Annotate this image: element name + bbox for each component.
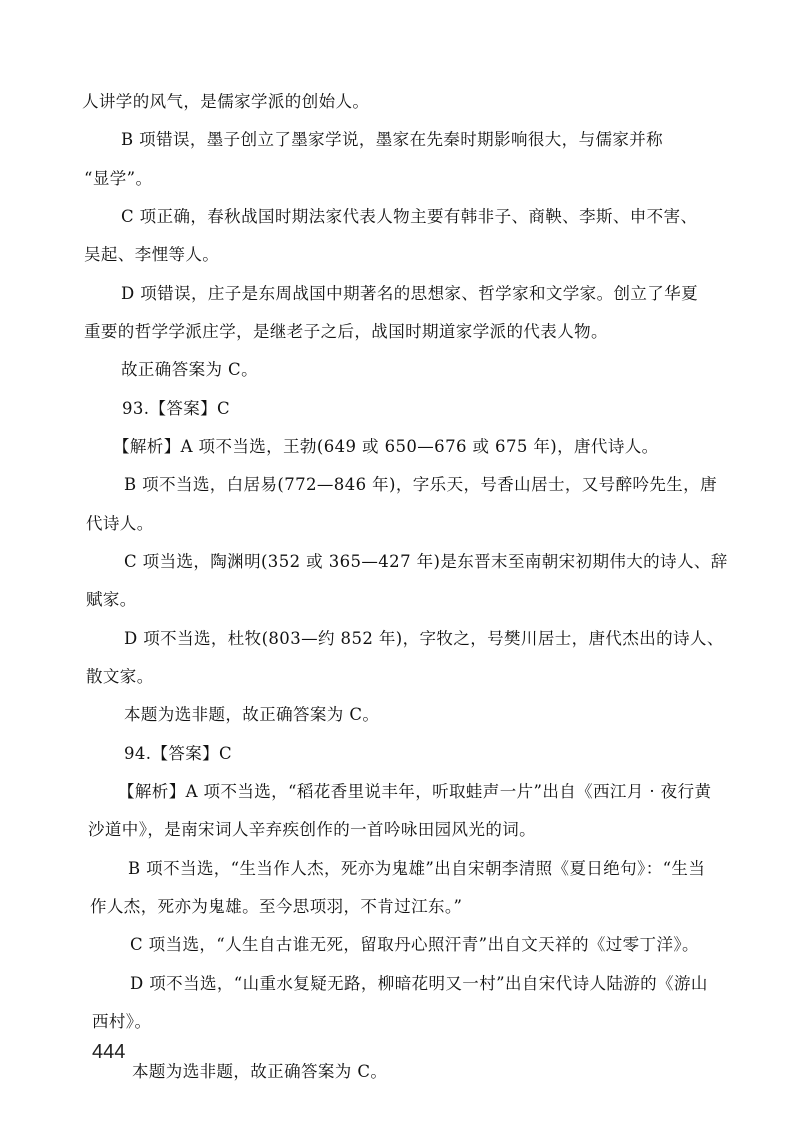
- text-line: 代诗人。: [86, 514, 154, 533]
- text-line: 重要的哲学学派庄学，是继老子之后，战国时期道家学派的代表人物。: [84, 322, 608, 341]
- text-line: 【解析】A 项不当选，“稻花香里说丰年，听取蛙声一片”出自《西江月 · 夜行黄: [118, 782, 712, 801]
- text-line: 【解析】A 项不当选，王勃(649 或 650—676 或 675 年)，唐代诗人。: [113, 437, 659, 456]
- text-line: 赋家。: [86, 590, 137, 609]
- text-line: 故正确答案为 C。: [121, 360, 258, 379]
- text-line: D 项不当选，“山重水复疑无路，柳暗花明又一村”出自宋代诗人陆游的《游山: [130, 974, 708, 993]
- text-line: 人讲学的风气，是儒家学派的创始人。: [82, 92, 370, 111]
- text-line: 本题为选非题，故正确答案为 C。: [124, 705, 380, 724]
- text-line: C 项当选，陶渊明(352 或 365—427 年)是东晋末至南朝宋初期伟大的诗人、辞: [124, 552, 728, 571]
- text-line: “显学”。: [84, 169, 153, 188]
- answer-heading-94: 94.【答案】C: [124, 744, 233, 763]
- text-line: 作人杰，死亦为鬼雄。至今思项羽，不肯过江东。”: [90, 897, 463, 916]
- text-line: 吴起、李悝等人。: [84, 245, 220, 264]
- text-line: B 项不当选，“生当作人杰，死亦为鬼雄”出自宋朝李清照《夏日绝句》：“生当: [128, 859, 706, 878]
- text-line: B 项错误，墨子创立了墨家学说，墨家在先秦时期影响很大，与儒家并称: [121, 130, 664, 149]
- text-line: 西村》。: [92, 1012, 152, 1031]
- text-line: C 项正确，春秋战国时期法家代表人物主要有韩非子、商鞅、李斯、申不害、: [121, 207, 698, 226]
- text-line: C 项当选，“人生自古谁无死，留取丹心照汗青”出自文天祥的《过零丁洋》。: [130, 935, 699, 954]
- text-line: D 项错误，庄子是东周战国中期著名的思想家、哲学家和文学家。创立了华夏: [121, 284, 698, 303]
- page-number: 444: [92, 1041, 126, 1063]
- text-line: 本题为选非题，故正确答案为 C。: [132, 1062, 388, 1081]
- text-line: B 项不当选，白居易(772—846 年)，字乐天，号香山居士，又号醉吟先生，唐: [124, 475, 717, 494]
- text-line: 散文家。: [86, 667, 154, 686]
- text-line: D 项不当选，杜牧(803—约 852 年)，字牧之，号樊川居士，唐代杰出的诗人、: [124, 629, 724, 648]
- answer-heading-93: 93.【答案】C: [122, 399, 231, 418]
- text-line: 沙道中》，是南宋词人辛弃疾创作的一首吟咏田园风光的词。: [88, 820, 537, 839]
